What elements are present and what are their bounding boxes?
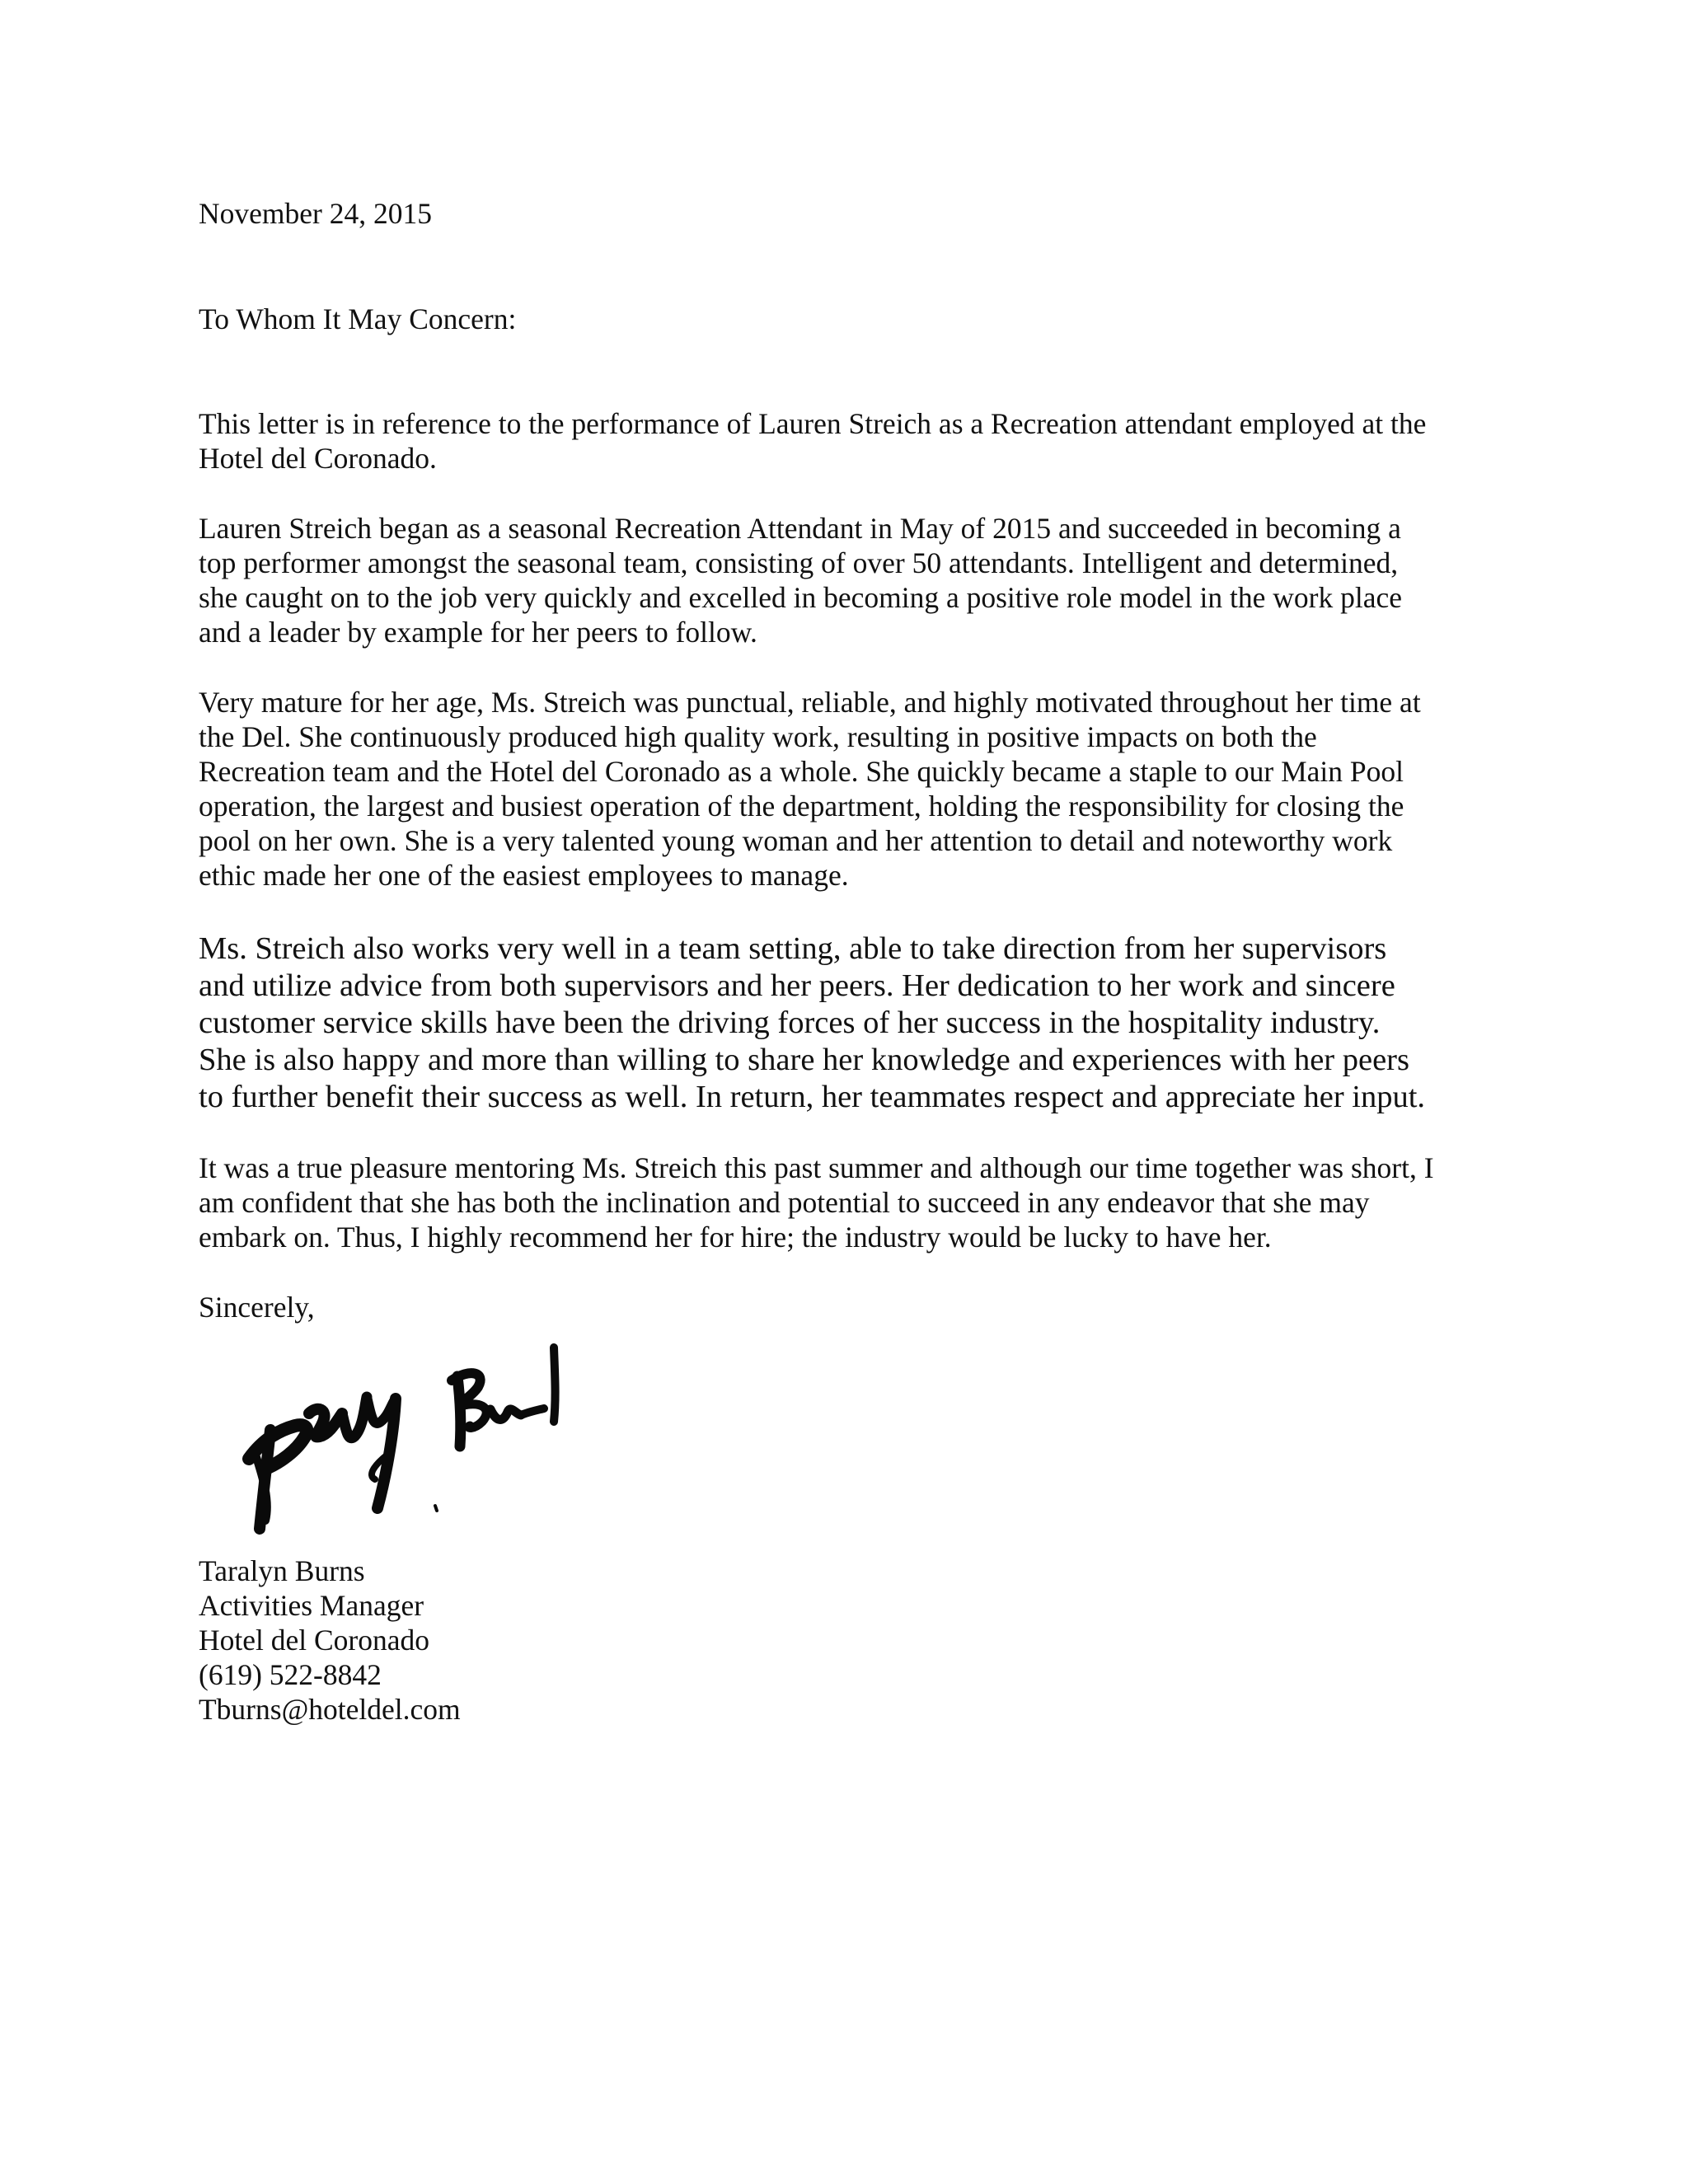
signer-email: Tburns@hoteldel.com (199, 1693, 461, 1726)
paragraph-line: and a leader by example for her peers to follow. (199, 616, 757, 649)
paragraph-line: Lauren Streich began as a seasonal Recreation Attendant in May of 2015 and succeeded in becoming a (199, 512, 1401, 545)
paragraph-line: customer service skills have been the driving forces of her success in the hospitality industry. (199, 1005, 1381, 1040)
paragraph-line: Recreation team and the Hotel del Coronado as a whole. She quickly became a staple to our Main Pool (199, 755, 1404, 788)
paragraph-line: It was a true pleasure mentoring Ms. Streich this past summer and although our time together was short, I (199, 1151, 1434, 1184)
letter-closing: Sincerely, (199, 1291, 315, 1324)
paragraph-performance (199, 685, 1484, 893)
paragraph-line: This letter is in reference to the performance of Lauren Streich as a Recreation attendant employed at the (199, 407, 1427, 440)
paragraph-teamwork (199, 930, 1484, 1116)
letter-salutation: To Whom It May Concern: (199, 302, 517, 335)
paragraph-line: top performer amongst the seasonal team, consisting of over 50 attendants. Intelligent and determined, (199, 546, 1399, 579)
signer-name: Taralyn Burns (199, 1554, 365, 1587)
paragraph-intro (199, 406, 1484, 476)
paragraph-line: to further benefit their success as well. In return, her teammates respect and appreciate her input. (199, 1080, 1426, 1114)
paragraph-line: and utilize advice from both supervisors and her peers. Her dedication to her work and sincere (199, 968, 1395, 1003)
paragraph-line: embark on. Thus, I highly recommend her for hire; the industry would be lucky to have her. (199, 1221, 1272, 1254)
paragraph-line: pool on her own. She is a very talented young woman and her attention to detail and noteworthy work (199, 824, 1393, 857)
handwritten-signature-icon (231, 1331, 593, 1545)
signer-title: Activities Manager (199, 1589, 424, 1622)
paragraph-line: She is also happy and more than willing to share her knowledge and experiences with her peers (199, 1043, 1409, 1077)
paragraph-recommendation (199, 1151, 1484, 1254)
signer-phone: (619) 522-8842 (199, 1658, 382, 1691)
paragraph-line: ethic made her one of the easiest employees to manage. (199, 859, 849, 892)
paragraph-line: Hotel del Coronado. (199, 442, 437, 475)
paragraph-line: Ms. Streich also works very well in a team setting, able to take direction from her supervisors (199, 931, 1387, 966)
paragraph-background (199, 511, 1484, 649)
paragraph-line: am confident that she has both the inclination and potential to succeed in any endeavor that she may (199, 1186, 1370, 1219)
letter-date: November 24, 2015 (199, 197, 432, 230)
signer-block (199, 1554, 461, 1727)
signer-organization: Hotel del Coronado (199, 1624, 429, 1657)
paragraph-line: the Del. She continuously produced high quality work, resulting in positive impacts on both the (199, 720, 1317, 753)
paragraph-line: she caught on to the job very quickly and excelled in becoming a positive role model in the work place (199, 581, 1403, 614)
paragraph-line: operation, the largest and busiest operation of the department, holding the responsibility for closing the (199, 790, 1404, 823)
paragraph-line: Very mature for her age, Ms. Streich was punctual, reliable, and highly motivated throughout her time at (199, 686, 1421, 719)
